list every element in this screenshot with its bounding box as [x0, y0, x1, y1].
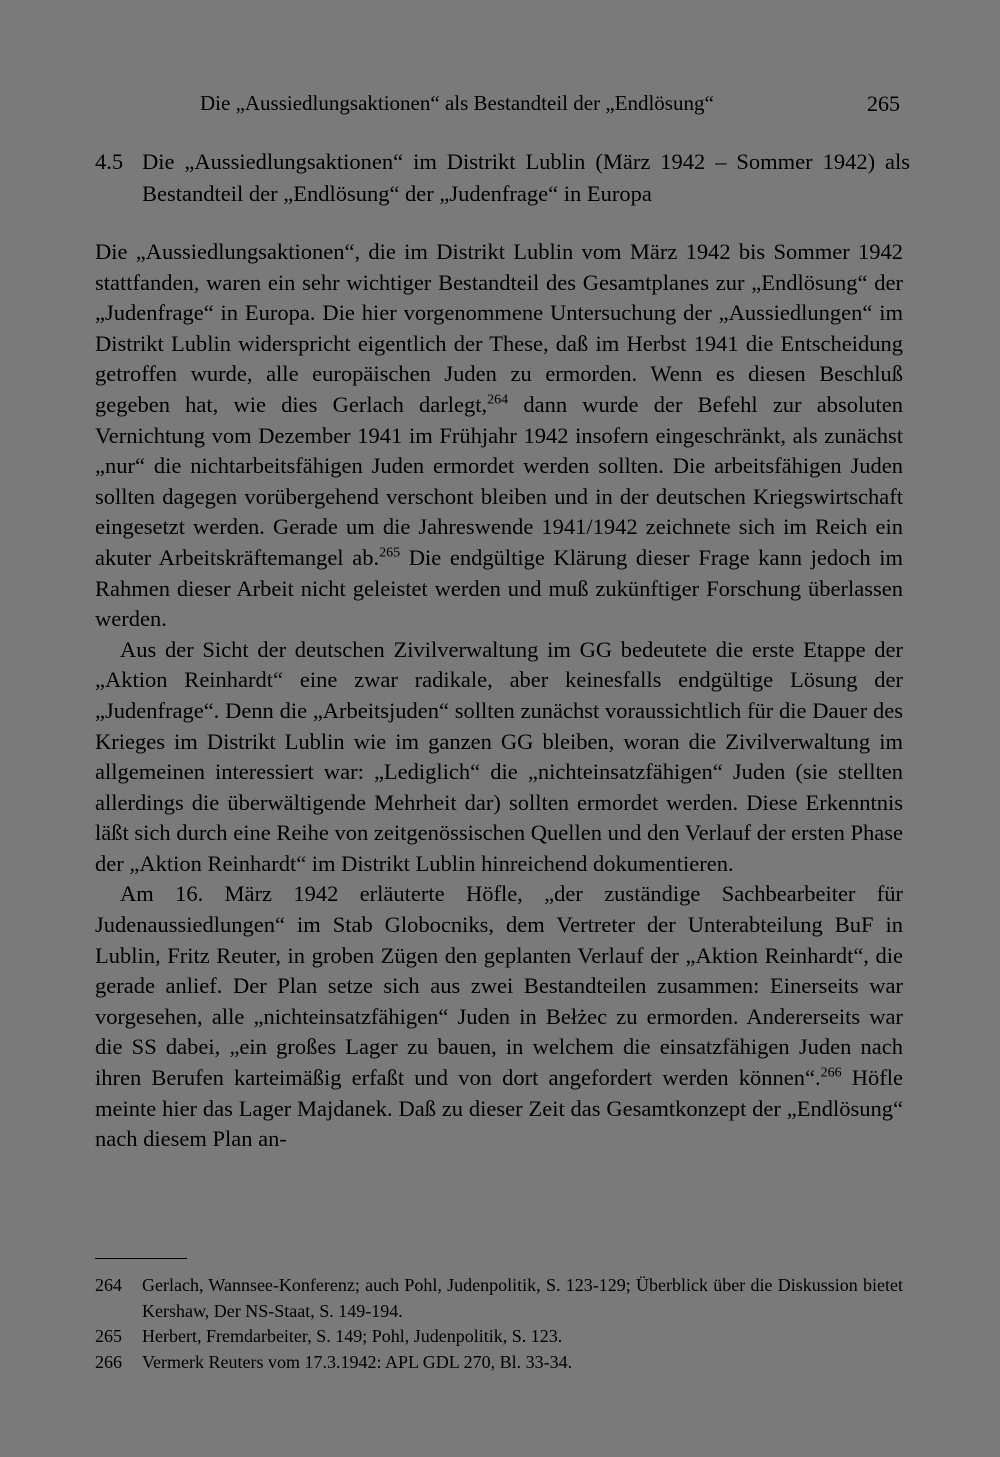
- footnote-text: Herbert, Fremdarbeiter, S. 149; Pohl, Judenpolitik, S. 123.: [142, 1326, 563, 1346]
- footnote-ref-266: 266: [820, 1065, 842, 1081]
- page-number: 265: [867, 91, 900, 116]
- footnotes: [95, 1273, 903, 1375]
- footnote-number: 264: [95, 1275, 122, 1295]
- paragraph-3: [95, 879, 903, 1154]
- paragraph-1-part-1: Die „Aussiedlungsaktionen“, die im Distrikt Lublin vom März 1942 bis Sommer 1942 stattfanden, waren ein sehr wichtiger Bestandteil des Gesamtplanes zur „Endlösung“ der „Judenfrage“ in Europa. Die hier vorgenommene Untersuchung der „Aussiedlungen“ im Distrikt Lublin widerspricht eigentlich der These, daß im Herbst 1941 die Entscheidung getroffen wurde, alle europäischen Juden zu ermorden. Wenn es diesen Beschluß gegeben hat, wie dies Gerlach darlegt,: [95, 239, 903, 417]
- paragraph-1: [95, 237, 903, 635]
- footnote-divider: [95, 1258, 187, 1259]
- running-head: [200, 91, 900, 121]
- body-text: [95, 237, 903, 1155]
- footnote-ref-264: 264: [487, 392, 509, 408]
- footnote: [95, 1324, 903, 1350]
- footnote: [95, 1273, 903, 1324]
- running-head-title: Die „Aussiedlungsaktionen“ als Bestandteil der „Endlösung“: [200, 91, 714, 115]
- paragraph-2: Aus der Sicht der deutschen Zivilverwaltung im GG bedeutete die erste Etappe der „Aktion Reinhardt“ eine zwar radikale, aber keinesfalls endgültige Lösung der „Judenfrage“. Denn die „Arbeitsjuden“ sollten zunächst voraussichtlich für die Dauer des Krieges im Distrikt Lublin wie im ganzen GG bleiben, woran die Zivilverwaltung im allgemeinen interessiert war: „Lediglich“ die „nichteinsatzfähigen“ Juden (sie stellten allerdings die überwältigende Mehrheit dar) sollten ermordet werden. Diese Erkenntnis läßt sich durch eine Reihe von zeitgenössischen Quellen und den Verlauf der ersten Phase der „Aktion Reinhardt“ im Distrikt Lublin hinreichend dokumentieren.: [95, 636, 903, 876]
- footnote-ref-265: 265: [379, 545, 401, 561]
- footnote: [95, 1350, 903, 1376]
- paragraph-3-part-1: Am 16. März 1942 erläuterte Höfle, „der zuständige Sachbearbeiter für Judenaussiedlungen“ im Stab Globocniks, dem Vertreter der Unterabteilung BuF in Lublin, Fritz Reuter, in groben Zügen den geplanten Verlauf der „Aktion Reinhardt“, die gerade anlief. Der Plan setze sich aus zwei Bestandteilen zusammen: Einerseits war vorgesehen, alle „nichteinsatzfähigen“ Juden in Bełżec zu ermorden. Andererseits war die SS dabei, „ein großes Lager zu bauen, in welchem die einsatzfähigen Juden nach ihren Berufen karteimäßig erfaßt und von dort angefordert werden können“.: [95, 881, 903, 1091]
- footnote-text: Vermerk Reuters vom 17.3.1942: APL GDL 270, Bl. 33-34.: [142, 1351, 573, 1372]
- section-title: Die „Aussiedlungsaktionen“ im Distrikt Lublin (März 1942 – Sommer 1942) als Bestandteil der „Endlösung“ der „Judenfrage“ in Europa: [142, 149, 910, 206]
- footnote-number: 265: [95, 1326, 122, 1346]
- paragraph-3-part-2: Höfle meinte hier das Lager Majdanek. Daß zu dieser Zeit das Gesamtkonzept der „Endlösung“ nach diesem Plan an-: [95, 1065, 904, 1152]
- paragraph-1-part-3: Die endgültige Klärung dieser Frage kann jedoch im Rahmen dieser Arbeit nicht geleistet werden und muß zukünftiger Forschung überlassen werden.: [95, 544, 904, 632]
- paragraph-1-part-2: dann wurde der Befehl zur absoluten Vernichtung vom Dezember 1941 im Frühjahr 1942 insofern eingeschränkt, als zunächst „nur“ die nichtarbeitsfähigen Juden ermordet werden sollten. Die arbeitsfähigen Juden sollten dagegen vorübergehend verschont bleiben und in der deutschen Kriegswirtschaft eingesetzt werden. Gerade um die Jahreswende 1941/1942 zeichnete sich im Reich ein akuter Arbeitskräftemangel ab.: [95, 391, 903, 570]
- section-number: 4.5: [95, 149, 124, 174]
- footnote-number: 266: [95, 1351, 122, 1372]
- section-heading: [95, 146, 910, 210]
- footnote-text: Gerlach, Wannsee-Konferenz; auch Pohl, Judenpolitik, S. 123-129; Überblick über die Diskussion bietet Kershaw, Der NS-Staat, S. 149-194.: [142, 1275, 903, 1321]
